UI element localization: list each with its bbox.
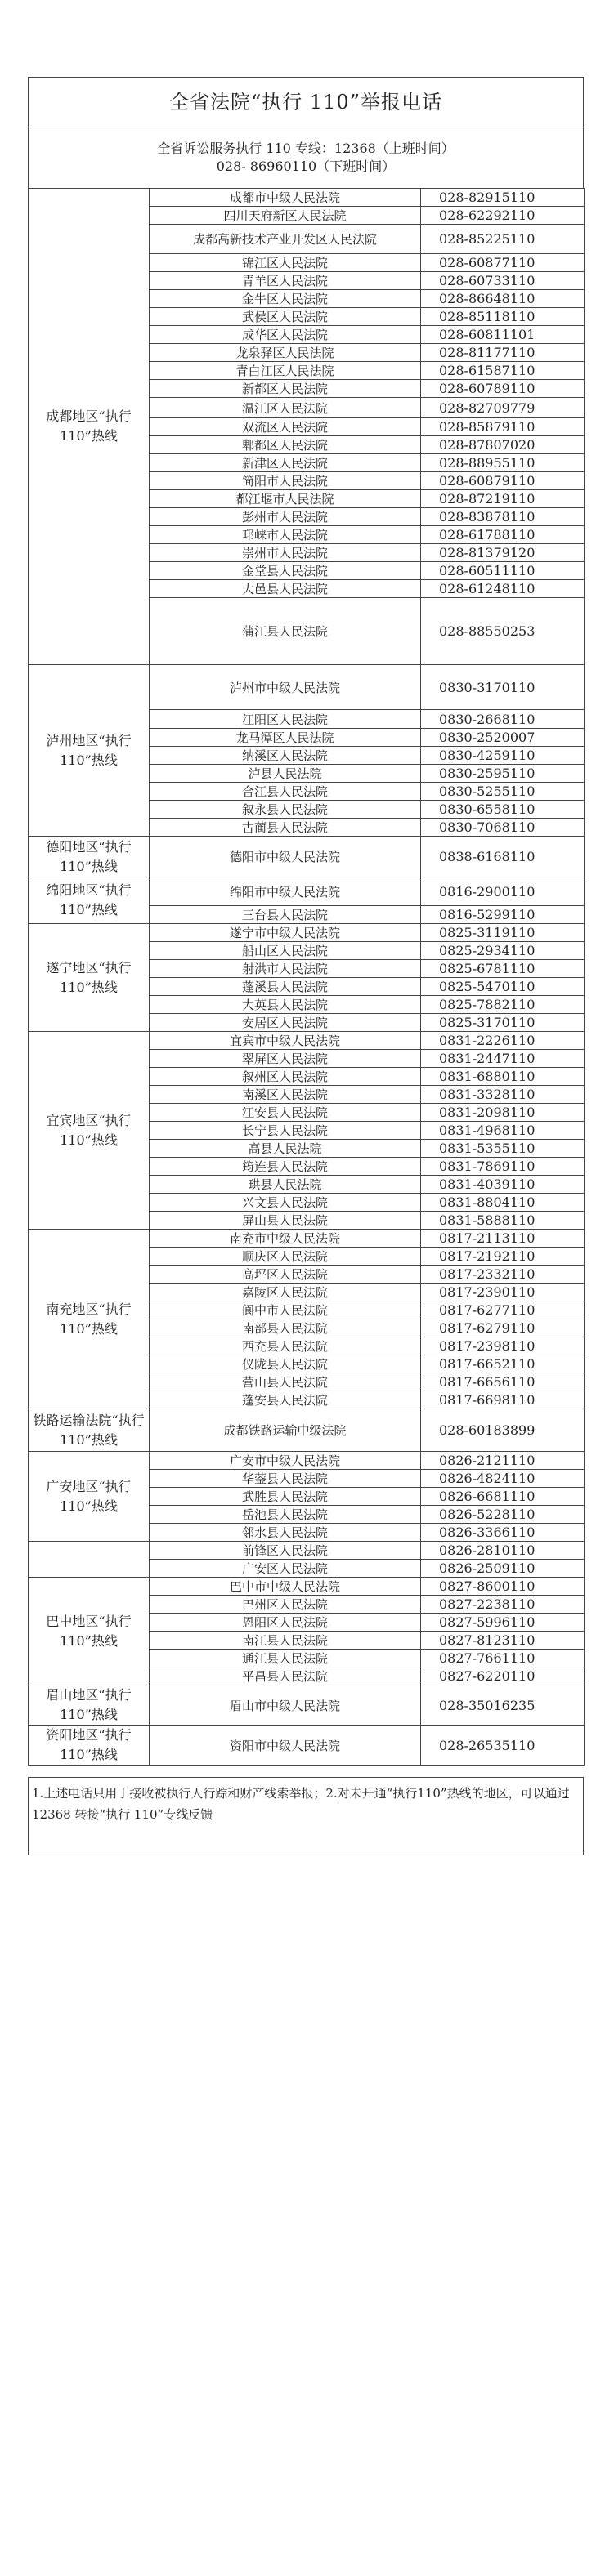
court-phone: 0825-3119110: [421, 924, 585, 942]
hotline-table-body: [29, 189, 585, 1766]
court-phone: 028-85225110: [421, 225, 585, 254]
court-phone: 0826-3366110: [421, 1524, 585, 1542]
document-title: 全省法院“执行 110”举报电话: [28, 77, 584, 127]
court-name: 宜宾市中级人民法院: [150, 1032, 421, 1050]
court-name: 三台县人民法院: [150, 906, 421, 924]
court-phone: 0831-2226110: [421, 1032, 585, 1050]
region-cell-empty: [29, 1542, 150, 1578]
court-phone: 028-60183899: [421, 1409, 585, 1452]
court-name: 蓬溪县人民法院: [150, 978, 421, 996]
court-name: 纳溪区人民法院: [150, 747, 421, 765]
court-phone: 0831-2447110: [421, 1050, 585, 1068]
court-phone: 028-85879110: [421, 418, 585, 436]
region-name: 广安地区“执行110”热线: [29, 1452, 150, 1542]
court-row: [29, 924, 585, 942]
court-phone: 0825-6781110: [421, 960, 585, 978]
court-name: 龙马潭区人民法院: [150, 729, 421, 747]
court-phone: 0827-6220110: [421, 1667, 585, 1685]
court-phone: 028-88550253: [421, 598, 585, 665]
court-row: [29, 837, 585, 877]
court-phone: 028-26535110: [421, 1726, 585, 1766]
hotline-daytime: 全省诉讼服务执行 110 专线：12368（上班时间）: [157, 141, 455, 156]
court-name: 营山县人民法院: [150, 1373, 421, 1391]
court-name: 叙州区人民法院: [150, 1068, 421, 1086]
court-name: 青白江区人民法院: [150, 362, 421, 380]
court-phone: 0830-7068110: [421, 819, 585, 837]
court-phone: 028-61248110: [421, 580, 585, 598]
court-name: 南江县人民法院: [150, 1632, 421, 1650]
court-name: 阆中市人民法院: [150, 1301, 421, 1319]
court-name: 南充市中级人民法院: [150, 1230, 421, 1248]
court-phone: 028-87219110: [421, 490, 585, 508]
court-phone: 0826-6681110: [421, 1488, 585, 1506]
court-name: 金堂县人民法院: [150, 562, 421, 580]
court-name: 南部县人民法院: [150, 1319, 421, 1337]
court-name: 西充县人民法院: [150, 1337, 421, 1355]
court-row: [29, 1230, 585, 1248]
court-name: 成华区人民法院: [150, 326, 421, 344]
court-name: 大邑县人民法院: [150, 580, 421, 598]
region-name: 宜宾地区“执行110”热线: [29, 1032, 150, 1230]
court-name: 兴文县人民法院: [150, 1194, 421, 1212]
court-name: 都江堰市人民法院: [150, 490, 421, 508]
region-name: 资阳地区“执行110”热线: [29, 1726, 150, 1766]
court-name: 安居区人民法院: [150, 1014, 421, 1032]
court-name: 古蔺县人民法院: [150, 819, 421, 837]
court-phone: 028-60879110: [421, 472, 585, 490]
court-phone: 0830-2595110: [421, 765, 585, 783]
court-name: 大英县人民法院: [150, 996, 421, 1014]
court-phone: 0830-3170110: [421, 665, 585, 710]
region-name: 眉山地区“执行110”热线: [29, 1685, 150, 1726]
court-phone: 028-88955110: [421, 454, 585, 472]
region-name: 德阳地区“执行110”热线: [29, 837, 150, 877]
court-row: [29, 1685, 585, 1726]
court-name: 翠屏区人民法院: [150, 1050, 421, 1068]
court-phone: 0831-8804110: [421, 1194, 585, 1212]
court-phone: 0817-6277110: [421, 1301, 585, 1319]
court-name: 邻水县人民法院: [150, 1524, 421, 1542]
court-name: 成都高新技术产业开发区人民法院: [150, 225, 421, 254]
court-phone: 0826-5228110: [421, 1506, 585, 1524]
court-name: 合江县人民法院: [150, 783, 421, 801]
court-phone: 028-83878110: [421, 508, 585, 526]
court-phone: 0826-2810110: [421, 1542, 585, 1560]
court-name: 珙县人民法院: [150, 1176, 421, 1194]
court-phone: 0830-5255110: [421, 783, 585, 801]
court-name: 广安市中级人民法院: [150, 1452, 421, 1470]
court-name: 简阳市人民法院: [150, 472, 421, 490]
court-phone: 028-82915110: [421, 189, 585, 207]
court-phone: 0825-2934110: [421, 942, 585, 960]
court-phone: 028-81379120: [421, 544, 585, 562]
court-phone: 0831-3328110: [421, 1086, 585, 1104]
court-row: [29, 189, 585, 207]
region-name: 绵阳地区“执行110”热线: [29, 877, 150, 924]
court-name: 高坪区人民法院: [150, 1266, 421, 1284]
court-name: 泸州市中级人民法院: [150, 665, 421, 710]
court-name: 嘉陵区人民法院: [150, 1284, 421, 1301]
court-name: 华蓥县人民法院: [150, 1470, 421, 1488]
court-phone: 0817-6656110: [421, 1373, 585, 1391]
court-phone: 0817-2390110: [421, 1284, 585, 1301]
court-phone: 028-81177110: [421, 344, 585, 362]
court-phone: 0827-2238110: [421, 1596, 585, 1614]
court-phone: 0831-4968110: [421, 1122, 585, 1140]
court-row: [29, 1032, 585, 1050]
court-phone: 028-82709779: [421, 398, 585, 418]
court-phone: 0817-2332110: [421, 1266, 585, 1284]
court-phone: 0817-6698110: [421, 1391, 585, 1409]
court-row: [29, 1542, 585, 1560]
court-phone: 028-35016235: [421, 1685, 585, 1726]
provincial-hotline-box: [28, 127, 584, 188]
court-name: 通江县人民法院: [150, 1650, 421, 1667]
hotline-table: [28, 188, 585, 1766]
court-phone: 0831-5888110: [421, 1212, 585, 1230]
court-row: [29, 1452, 585, 1470]
court-phone: 0830-2668110: [421, 710, 585, 729]
hotline-document: [28, 77, 584, 1855]
court-name: 恩阳区人民法院: [150, 1614, 421, 1632]
court-name: 巴中市中级人民法院: [150, 1578, 421, 1596]
court-name: 郫都区人民法院: [150, 436, 421, 454]
court-phone: 0827-8600110: [421, 1578, 585, 1596]
court-phone: 0830-4259110: [421, 747, 585, 765]
region-name: 泸州地区“执行110”热线: [29, 665, 150, 837]
court-name: 南溪区人民法院: [150, 1086, 421, 1104]
region-name: 遂宁地区“执行110”热线: [29, 924, 150, 1032]
court-name: 成都铁路运输中级法院: [150, 1409, 421, 1452]
court-name: 龙泉驿区人民法院: [150, 344, 421, 362]
court-phone: 0827-5996110: [421, 1614, 585, 1632]
court-phone: 0831-4039110: [421, 1176, 585, 1194]
court-phone: 0827-7661110: [421, 1650, 585, 1667]
court-phone: 0817-6279110: [421, 1319, 585, 1337]
court-phone: 0825-7882110: [421, 996, 585, 1014]
court-name: 顺庆区人民法院: [150, 1248, 421, 1266]
court-name: 泸县人民法院: [150, 765, 421, 783]
court-name: 绵阳市中级人民法院: [150, 877, 421, 906]
court-phone: 028-60877110: [421, 254, 585, 272]
court-name: 崇州市人民法院: [150, 544, 421, 562]
court-phone: 0825-3170110: [421, 1014, 585, 1032]
court-name: 江安县人民法院: [150, 1104, 421, 1122]
court-name: 江阳区人民法院: [150, 710, 421, 729]
court-phone: 0831-2098110: [421, 1104, 585, 1122]
court-phone: 0816-5299110: [421, 906, 585, 924]
court-row: [29, 877, 585, 906]
court-phone: 028-60811101: [421, 326, 585, 344]
court-name: 平昌县人民法院: [150, 1667, 421, 1685]
region-name: 巴中地区“执行110”热线: [29, 1578, 150, 1685]
court-name: 蓬安县人民法院: [150, 1391, 421, 1409]
court-phone: 0826-4824110: [421, 1470, 585, 1488]
court-row: [29, 1578, 585, 1596]
court-phone: 0831-6880110: [421, 1068, 585, 1086]
court-phone: 0826-2121110: [421, 1452, 585, 1470]
court-name: 武胜县人民法院: [150, 1488, 421, 1506]
region-name: 成都地区“执行110”热线: [29, 189, 150, 665]
court-name: 筠连县人民法院: [150, 1158, 421, 1176]
court-name: 青羊区人民法院: [150, 272, 421, 290]
court-phone: 0838-6168110: [421, 837, 585, 877]
court-phone: 0817-2113110: [421, 1230, 585, 1248]
court-name: 仪陇县人民法院: [150, 1355, 421, 1373]
court-row: [29, 1726, 585, 1766]
hotline-after-hours: 028- 86960110（下班时间）: [216, 158, 396, 174]
court-name: 武侯区人民法院: [150, 308, 421, 326]
court-name: 蒲江县人民法院: [150, 598, 421, 665]
court-phone: 028-60733110: [421, 272, 585, 290]
region-name: 南充地区“执行110”热线: [29, 1230, 150, 1409]
court-phone: 0831-7869110: [421, 1158, 585, 1176]
court-name: 长宁县人民法院: [150, 1122, 421, 1140]
court-name: 温江区人民法院: [150, 398, 421, 418]
court-name: 眉山市中级人民法院: [150, 1685, 421, 1726]
court-phone: 028-60511110: [421, 562, 585, 580]
court-name: 高县人民法院: [150, 1140, 421, 1158]
court-name: 双流区人民法院: [150, 418, 421, 436]
court-phone: 0827-8123110: [421, 1632, 585, 1650]
court-phone: 0831-5355110: [421, 1140, 585, 1158]
court-phone: 028-86648110: [421, 290, 585, 308]
court-phone: 0816-2900110: [421, 877, 585, 906]
court-phone: 0830-6558110: [421, 801, 585, 819]
court-name: 锦江区人民法院: [150, 254, 421, 272]
court-name: 成都市中级人民法院: [150, 189, 421, 207]
court-phone: 028-85118110: [421, 308, 585, 326]
court-name: 岳池县人民法院: [150, 1506, 421, 1524]
court-name: 德阳市中级人民法院: [150, 837, 421, 877]
court-phone: 028-60789110: [421, 380, 585, 398]
court-name: 新都区人民法院: [150, 380, 421, 398]
court-name: 新津区人民法院: [150, 454, 421, 472]
court-name: 前锋区人民法院: [150, 1542, 421, 1560]
court-phone: 0830-2520007: [421, 729, 585, 747]
court-name: 彭州市人民法院: [150, 508, 421, 526]
court-name: 邛崃市人民法院: [150, 526, 421, 544]
court-phone: 028-61788110: [421, 526, 585, 544]
court-name: 广安区人民法院: [150, 1560, 421, 1578]
court-row: [29, 1409, 585, 1452]
court-name: 船山区人民法院: [150, 942, 421, 960]
court-phone: 028-61587110: [421, 362, 585, 380]
court-phone: 0817-2398110: [421, 1337, 585, 1355]
court-phone: 0817-2192110: [421, 1248, 585, 1266]
court-name: 巴州区人民法院: [150, 1596, 421, 1614]
court-row: [29, 665, 585, 710]
region-name: 铁路运输法院“执行110”热线: [29, 1409, 150, 1452]
court-name: 叙永县人民法院: [150, 801, 421, 819]
court-name: 屏山县人民法院: [150, 1212, 421, 1230]
court-phone: 0817-6652110: [421, 1355, 585, 1373]
court-phone: 028-87807020: [421, 436, 585, 454]
court-phone: 0826-2509110: [421, 1560, 585, 1578]
footnotes: 1.上述电话只用于接收被执行人行踪和财产线索举报；2.对未开通“执行110”热线的地区，可以通过 12368 转接“执行 110”专线反馈: [28, 1777, 584, 1855]
court-name: 射洪市人民法院: [150, 960, 421, 978]
court-phone: 0825-5470110: [421, 978, 585, 996]
court-name: 金牛区人民法院: [150, 290, 421, 308]
court-phone: 028-62292110: [421, 207, 585, 225]
court-name: 遂宁市中级人民法院: [150, 924, 421, 942]
court-name: 四川天府新区人民法院: [150, 207, 421, 225]
court-name: 资阳市中级人民法院: [150, 1726, 421, 1766]
